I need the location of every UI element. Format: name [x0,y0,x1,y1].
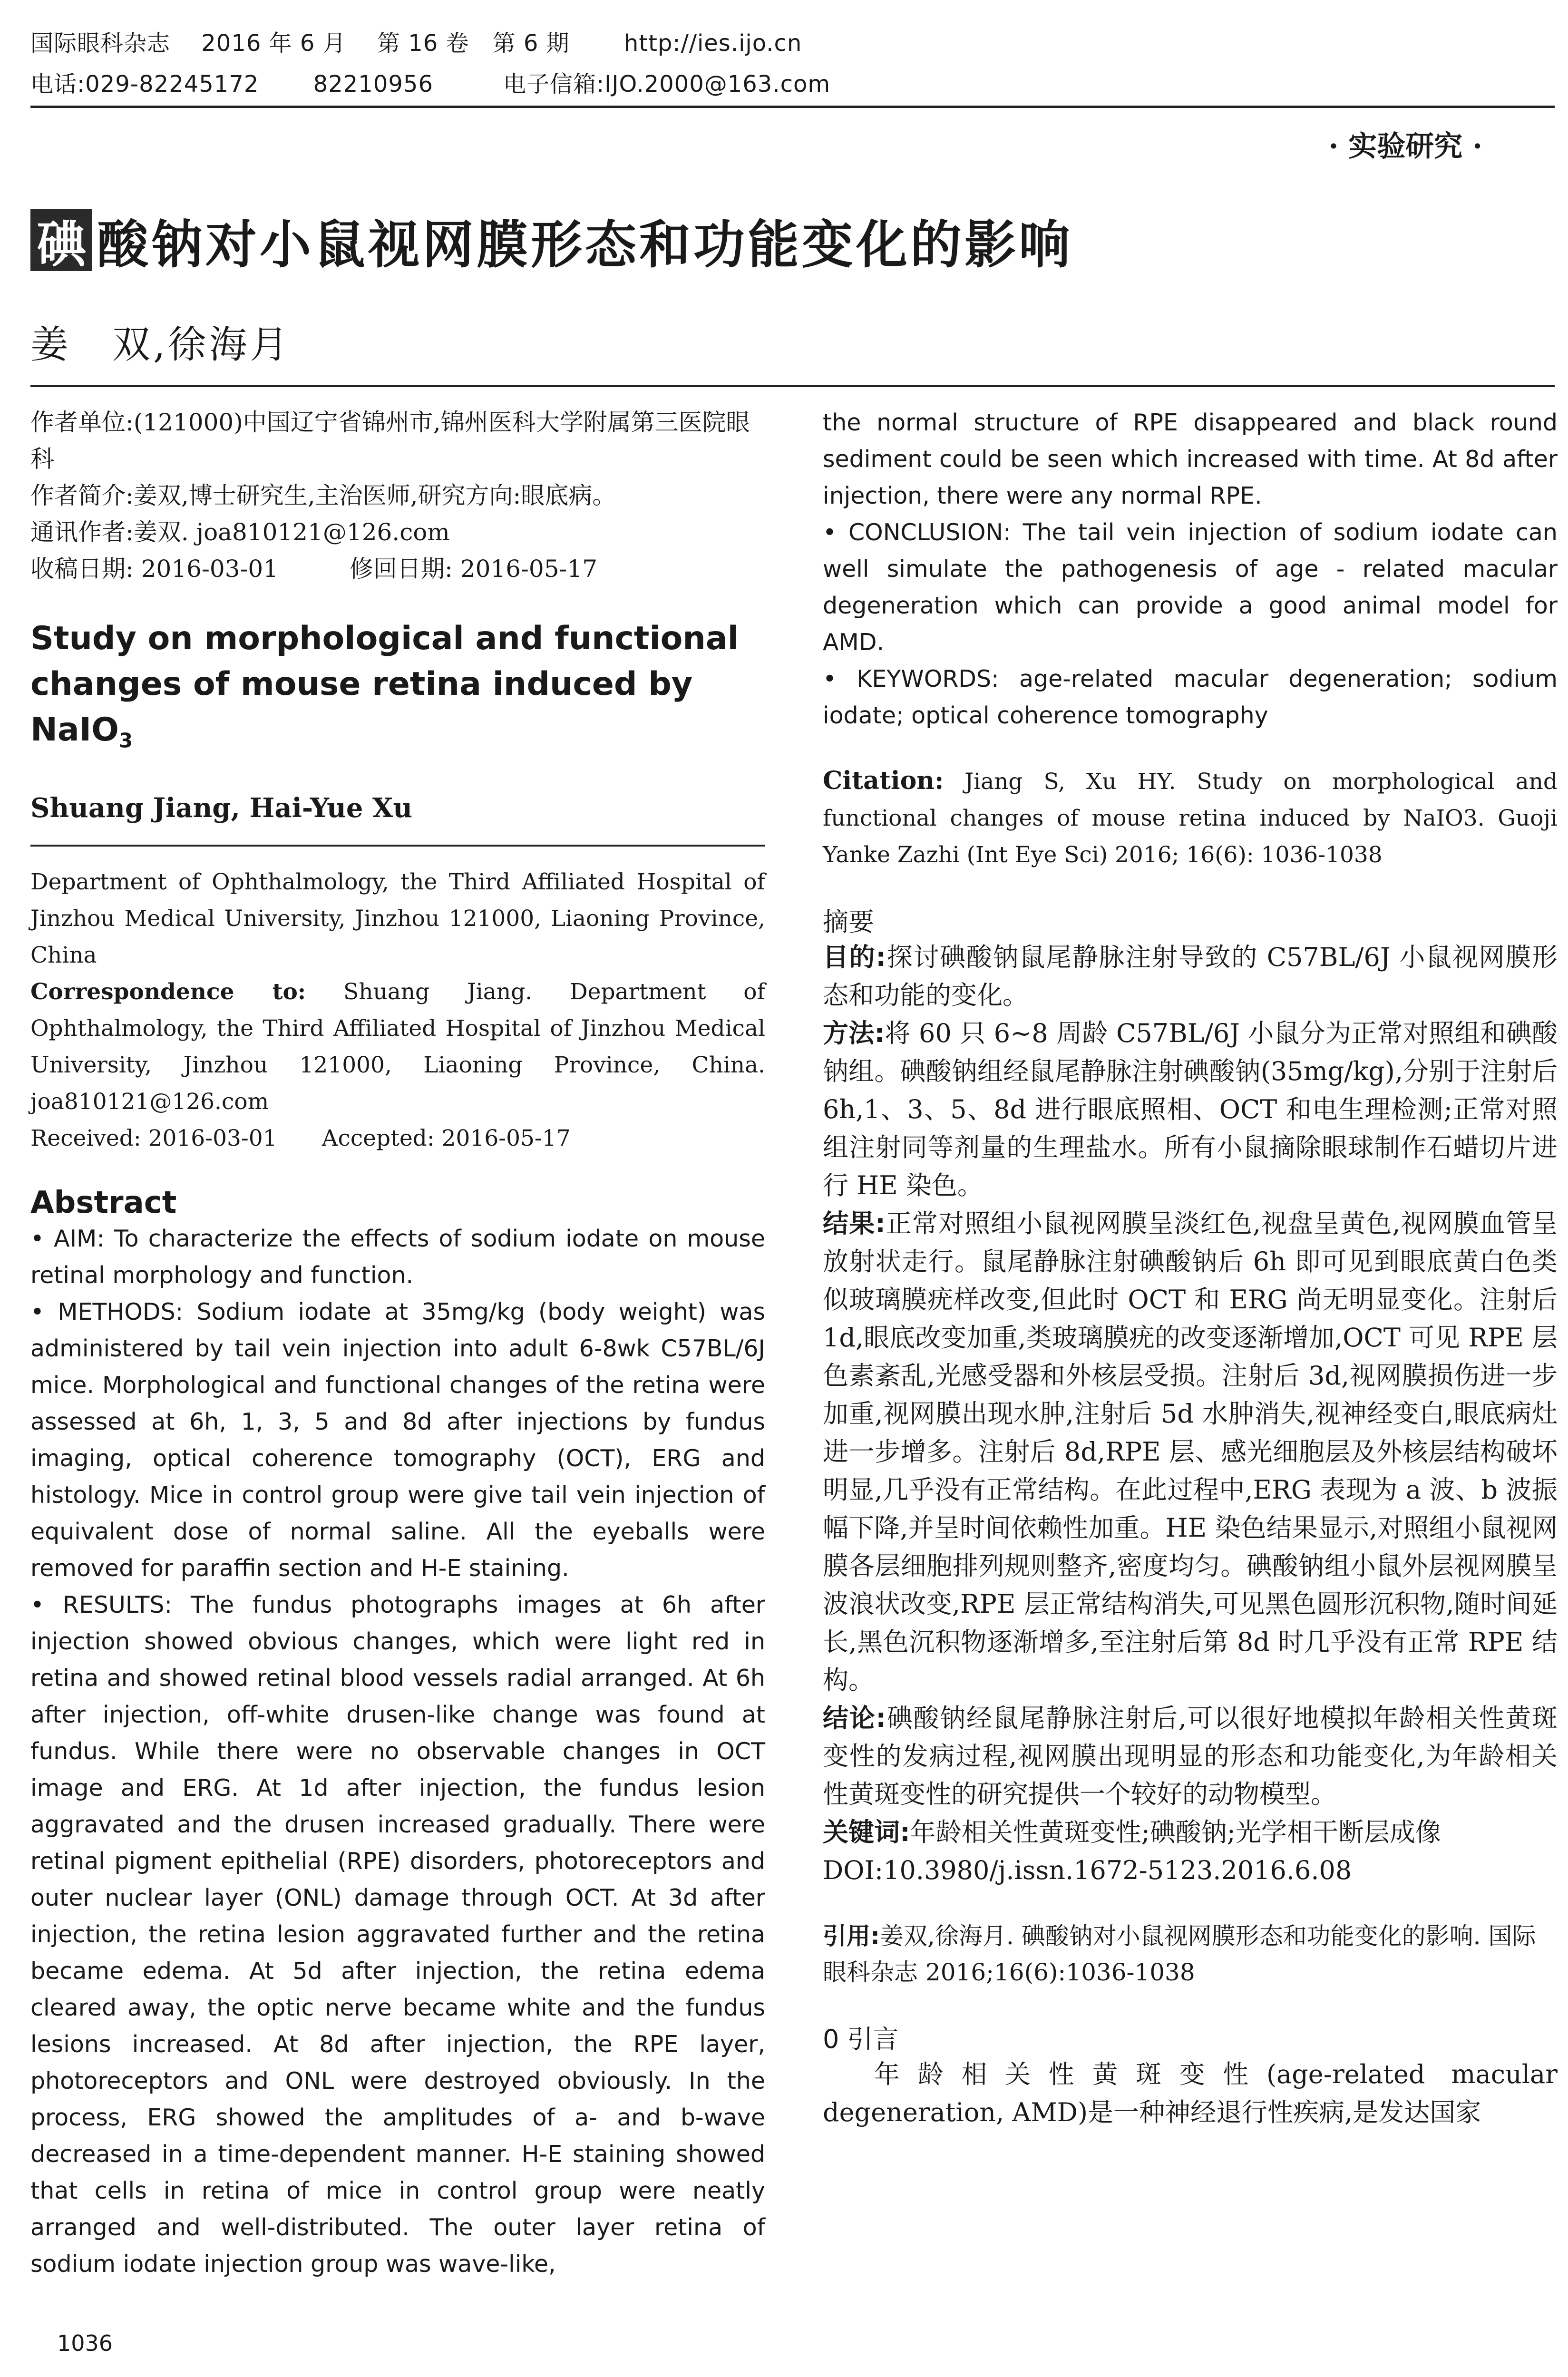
results-text: 正常对照组小鼠视网膜呈淡红色,视盘呈黄色,视网膜血管呈放射状走行。鼠尾静脉注射碘酸钠后 6h 即可见到眼底黄白色类似玻璃膜疣样改变,但此时 OCT 和 ERG 尚无明显变化。注射后 1d,眼底改变加重,类玻璃膜疣的改变逐渐增加,OCT 可见 RPE 层色素紊乱,光感受器和外核层受损。注射后 3d,视网膜损伤进一步加重,视网膜出现水肿,注射后 5d 水肿消失,视神经变白,眼底病灶进一步增多。注射后 8d,RPE 层、感光细胞层及外核层结构破坏明显,几乎没有正常结构。在此过程中,ERG 表现为 a 波、b 波振幅下降,并呈时间依赖性加重。HE 染色结果显示,对照组小鼠视网膜各层细胞排列规则整齐,密度均匀。碘酸钠组小鼠外层视网膜呈波浪状改变,RPE 层正常结构消失,可见黑色圆形沉积物,随时间延长,黑色沉积物逐渐增多,至注射后第 8d 时几乎没有正常 RPE 结构。 [823,1208,1558,1695]
citation-cn-label: 引用: [823,1922,880,1950]
english-authors: Shuang Jiang, Hai-Yue Xu [30,792,413,824]
intro-heading: 0 引言 [823,2024,899,2054]
title-text: 酸钠对小鼠视网膜形态和功能变化的影响 [97,215,1073,275]
intro-text: 年龄相关性黄斑变性(age-related macular degeneration, AMD)是一种神经退行性疾病,是发达国家 [823,2059,1558,2127]
authors-cn: 姜 双,徐海月 [30,322,291,367]
abstract-conclusion-cn [823,1699,1558,1813]
chinese-abstract-heading: 摘要 [823,907,874,937]
abstract-keywords: • KEYWORDS: age-related macular degeneration; sodium iodate; optical coherence tomography [823,665,1558,729]
received-accepted: Received: 2016-03-01 Accepted: 2016-05-17 [30,1125,571,1151]
journal-header-contact: 电话:029-82245172 82210956 电子信箱:IJO.2000@163.com [30,71,831,97]
abstract-aim: • AIM: To characterize the effects of sodium iodate on mouse retinal morphology and function. [30,1225,765,1289]
abstract-methods-cn [823,1014,1558,1205]
journal-header-info: 国际眼科杂志 2016 年 6 月 第 16 卷 第 6 期 http://ies.ijo.cn [30,30,802,57]
doi: DOI:10.3980/j.issn.1672-5123.2016.6.08 [823,1855,1352,1885]
objective-text: 探讨碘酸钠鼠尾静脉注射导致的 C57BL/6J 小鼠视网膜形态和功能的变化。 [823,942,1558,1010]
correspondence-cn: 通讯作者:姜双. joa810121@126.com [30,518,450,546]
page-number: 1036 [57,2330,113,2356]
citation-label: Citation: [823,766,944,795]
right-column [823,404,1558,2132]
abstract-conclusion: • CONCLUSION: The tail vein injection of sodium iodate can well simulate the pathogenesis of age - related macular degeneration which can provide a good animal model for AMD. [823,519,1558,656]
abstract-results-cn [823,1205,1558,1699]
correspondence-label: Correspondence to: [30,978,306,1005]
methods-text: 将 60 只 6~8 周龄 C57BL/6J 小鼠分为正常对照组和碘酸钠组。碘酸钠组经鼠尾静脉注射碘酸钠(35mg/kg),分别于注射后 6h,1、3、5、8d 进行眼底照相、OCT 和电生理检测;正常对照组注射同等剂量的生理盐水。所有小鼠摘除眼球制作石蜡切片进行 HE 染色。 [823,1018,1558,1200]
citation-cn [823,1918,1558,1990]
abstract-results: • RESULTS: The fundus photographs images at 6h after injection showed obvious changes, which were light red in retina and showed retinal blood vessels radial arranged. At 6h after injection, off-white drusen-like change was found at fundus. While there were no observable changes in OCT image and ERG. At 1d after injection, the fundus lesion aggravated and the drusen increased gradually. There were retinal pigment epithelial (RPE) disorders, photoreceptors and outer nuclear layer (ONL) damage through OCT. At 3d after injection, the retina lesion aggravated further and the retina became edema. At 5d after injection, the retina edema cleared away, the optic nerve became white and the fundus lesions increased. At 8d after injection, the RPE layer, photoreceptors and ONL were destroyed obviously. In the process, ERG showed the amplitudes of a- and b-wave decreased in a time-dependent manner. H-E staining showed that cells in retina of mice in control group were neatly arranged and well-distributed. The outer layer retina of sodium iodate injection group was wave-like, [30,1591,765,2278]
title-first-char: 碘 [30,209,92,271]
keywords-cn [823,1813,1558,1851]
section-tag: · 实验研究 · [1328,130,1482,163]
abstract-results-continued: the normal structure of RPE disappeared and black round sediment could be seen which increased with time. At 8d after injection, there were any normal RPE. [823,409,1558,509]
keywords-label: 关键词: [823,1817,910,1847]
methods-label: 方法: [823,1018,885,1048]
english-title-text: Study on morphological and functional changes of mouse retina induced by NaIO [30,620,739,749]
author-bio-cn: 作者简介:姜双,博士研究生,主治医师,研究方向:眼底病。 [30,482,616,509]
correspondence-en [30,974,765,1120]
citation-text: Jiang S, Xu HY. Study on morphological and functional changes of mouse retina induced by NaIO3. Guoji Yanke Zazhi (Int Eye Sci) 2016; 16(6): 1036-1038 [823,769,1558,868]
conclusion-label: 结论: [823,1703,886,1733]
left-column [30,404,765,2282]
department-en: Department of Ophthalmology, the Third Affiliated Hospital of Jinzhou Medical University, Jinzhou 121000, Liaoning Province, China [30,868,765,968]
objective-label: 目的: [823,942,886,972]
abstract-methods: • METHODS: Sodium iodate at 35mg/kg (body weight) was administered by tail vein injection into adult 6-8wk C57BL/6J mice. Morphological and functional changes of the retina were assessed at 6h, 1, 3, 5 and 8d after injections by fundus imaging, optical coherence tomography (OCT), ERG and histology. Mice in control group were give tail vein injection of equivalent dose of normal saline. All the eyeballs were removed for paraffin section and H-E staining. [30,1298,765,1582]
citation [823,762,1558,873]
correspondence-text: Shuang Jiang. Department of Ophthalmology, the Third Affiliated Hospital of Jinzhou Medical University, Jinzhou 121000, Liaoning Province, China. joa810121@126.com [30,978,765,1115]
header-rule [30,106,1555,108]
abstract-heading: Abstract [30,1185,177,1220]
title-rule [30,385,1555,387]
abstract-objective-cn [823,938,1558,1014]
citation-cn-text: 姜双,徐海月. 碘酸钠对小鼠视网膜形态和功能变化的影响. 国际眼科杂志 2016;16(6):1036-1038 [823,1922,1536,1986]
english-title-subscript: 3 [118,729,133,752]
article-title [30,209,1073,275]
keywords-text: 年龄相关性黄斑变性;碘酸钠;光学相干断层成像 [910,1817,1441,1847]
dates-cn: 收稿日期: 2016-03-01 修回日期: 2016-05-17 [30,555,598,583]
conclusion-text: 碘酸钠经鼠尾静脉注射后,可以很好地模拟年龄相关性黄斑变性的发病过程,视网膜出现明显的形态和功能变化,为年龄相关性黄斑变性的研究提供一个较好的动物模型。 [823,1703,1558,1809]
english-title [30,616,765,764]
affiliation-cn: 作者单位:(121000)中国辽宁省锦州市,锦州医科大学附属第三医院眼科 [30,409,750,473]
results-label: 结果: [823,1208,886,1238]
